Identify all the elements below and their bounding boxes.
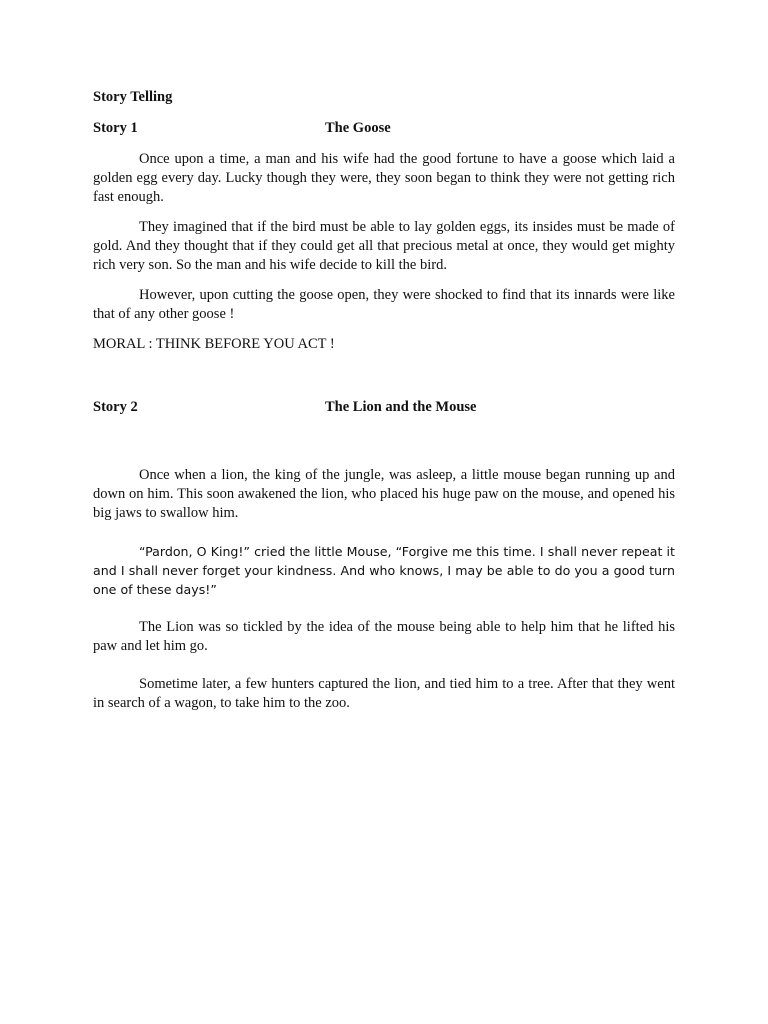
story-2-header: [93, 398, 675, 417]
story-1-paragraph: They imagined that if the bird must be able to lay golden eggs, its insides must be made of gold. And they thought that if they could get all that precious metal at once, they would get mighty rich very son. So the man and his wife decide to kill the bird.: [93, 219, 675, 273]
story-1-label: Story 1: [93, 120, 138, 136]
story-2-paragraph: “Pardon, O King!” cried the little Mouse, “Forgive me this time. I shall never repeat it and I shall never forget your kindness. And who knows, I may be able to do you a good turn one of these days!”: [93, 544, 675, 597]
document-heading: Story Telling: [93, 89, 173, 105]
story-2-paragraph: The Lion was so tickled by the idea of the mouse being able to help him that he lifted his paw and let him go.: [93, 619, 675, 654]
story-1-paragraph: Once upon a time, a man and his wife had the good fortune to have a goose which laid a golden egg every day. Lucky though they were, they soon began to think they were not getting rich fast enough.: [93, 151, 675, 205]
story-2-paragraph: Sometime later, a few hunters captured the lion, and tied him to a tree. After that they went in search of a wagon, to take him to the zoo.: [93, 676, 675, 711]
story-1-paragraph: However, upon cutting the goose open, they were shocked to find that its innards were like that of any other goose !: [93, 287, 675, 322]
story-1-header: [93, 119, 675, 138]
story-2-title: The Lion and the Mouse: [325, 399, 477, 415]
story-2-paragraph: Once when a lion, the king of the jungle, was asleep, a little mouse began running up and down on him. This soon awakened the lion, who placed his huge paw on the mouse, and opened his big jaws to swallow him.: [93, 467, 675, 521]
story-2-label: Story 2: [93, 399, 138, 415]
story-1-moral: MORAL : THINK BEFORE YOU ACT !: [93, 336, 335, 352]
story-1-title: The Goose: [325, 120, 391, 136]
document-body: [93, 88, 675, 713]
